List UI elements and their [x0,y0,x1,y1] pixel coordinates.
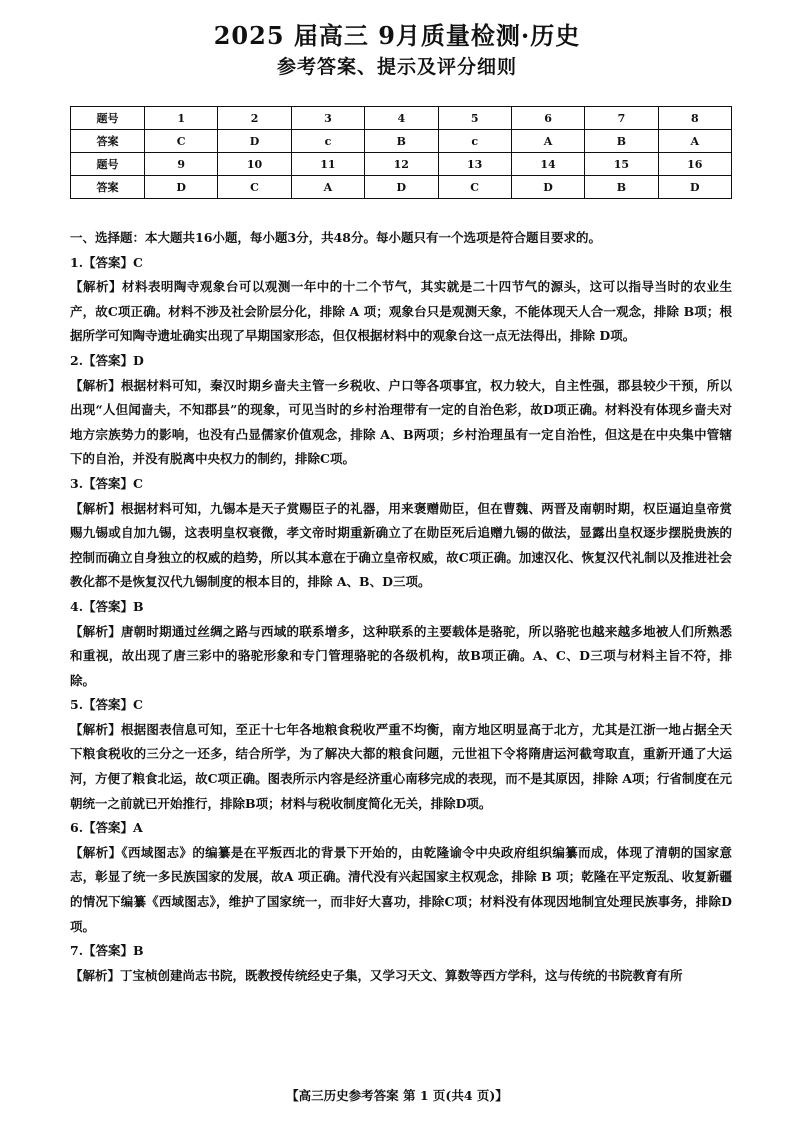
table-cell: B [585,130,658,153]
page-title: 2025 届高三 9月质量检测·历史 [213,21,581,50]
table-cell: B [585,176,658,199]
table-cell: 10 [218,153,291,176]
table-cell: 11 [291,153,364,176]
table-cell: B [365,130,438,153]
page-footer: 【高三历史参考答案 第 1 页(共4 页)】 [286,1088,508,1103]
explanation-paragraph: 【解析】《西域图志》的编纂是在平叛西北的背景下开始的，由乾隆谕令中央政府组织编纂而成，体现了清朝的国家意志，彰显了统一多民族国家的发展，故A 项正确。清代没有兴起国家主权观念，排除 B 项；乾隆在平定叛乱、收复新疆的情况下编纂《西域图志》，维护了国家统一，而非好大喜功，排除C项；材料没有体现因地制宜处理民族事务，排除D项。 [70,844,732,934]
table-cell: 2 [218,107,291,130]
answer-table-row [71,107,732,130]
row-label: 题号 [71,153,145,176]
explanation-paragraph: 【解析】丁宝桢创建尚志书院，既教授传统经史子集，又学习天文、算数等西方学科，这与传统的书院教育有所 [70,967,683,983]
table-cell: D [365,176,438,199]
table-cell: 3 [291,107,364,130]
row-label: 答案 [71,130,145,153]
answer-line: 4.【答案】B [70,598,144,614]
table-cell: C [218,176,291,199]
answer-line: 5.【答案】C [70,697,143,713]
row-label: 答案 [71,176,145,199]
table-cell: C [438,176,511,199]
answer-table-body [71,107,732,199]
table-cell: 13 [438,153,511,176]
table-cell: 7 [585,107,658,130]
answer-line: 1.【答案】C [70,254,143,270]
table-cell: 1 [145,107,218,130]
table-cell: 4 [365,107,438,130]
explanation-paragraph: 【解析】根据材料可知，九锡本是天子赏赐臣子的礼器，用来褒赠勋臣，但在曹魏、两晋及南朝时期，权臣逼迫皇帝赏赐九锡或自加九锡，这表明皇权衰微，孝文帝时期重新确立了在勋臣死后追赠九锡的做法，显露出皇权逐步摆脱贵族的控制而确立自身独立的权威的趋势，所以其本意在于确立皇帝权威，故C项正确。加速汉化、恢复汉代礼制以及推进社会教化都不是恢复汉代九锡制度的根本目的，排除 A、B、D三项。 [70,500,732,590]
table-cell: D [511,176,584,199]
table-cell: 15 [585,153,658,176]
table-cell: D [145,176,218,199]
answer-line: 7.【答案】B [70,943,144,959]
answer-line: 2.【答案】D [70,352,144,368]
table-cell: 9 [145,153,218,176]
table-cell: 8 [658,107,731,130]
answer-table-row [71,153,732,176]
table-cell: 16 [658,153,731,176]
table-cell: c [291,130,364,153]
explanation-paragraph: 【解析】根据图表信息可知，至正十七年各地粮食税收严重不均衡，南方地区明显高于北方，尤其是江浙一地占据全天下粮食税收的三分之一还多，结合所学，为了解决大都的粮食问题，元世祖下令将隋唐运河截弯取直，重新开通了大运河，方便了粮食北运，故C项正确。图表所示内容是经济重心南移完成的表现，而不是其原因，排除 A项；行省制度在元朝统一之前就已开始推行，排除B项；材料与税收制度简化无关，排除D项。 [70,721,732,811]
table-cell: D [658,176,731,199]
table-cell: 5 [438,107,511,130]
explanation-paragraph: 【解析】唐朝时期通过丝绸之路与西域的联系增多，这种联系的主要载体是骆驼，所以骆驼也越来越多地被人们所熟悉和重视，故出现了唐三彩中的骆驼形象和专门管理骆驼的各级机构，故B项正确。A、C、D三项与材料主旨不符，排除。 [70,623,732,688]
table-cell: 14 [511,153,584,176]
table-cell: A [511,130,584,153]
table-cell: A [291,176,364,199]
explanation-paragraph: 【解析】根据材料可知，秦汉时期乡啬夫主管一乡税收、户口等各项事宜，权力较大，自主性强，郡县较少干预，所以出现“人但闻啬夫，不知郡县”的现象，可见当时的乡村治理带有一定的自治色彩，故D项正确。材料没有体现乡啬夫对地方宗族势力的影响，也没有凸显儒家价值观念，排除 A、B两项；乡村治理虽有一定自治性，但这是在中央集中管辖下的自治，并没有脱离中央权力的制约，排除C项。 [70,377,732,467]
answer-table-row [71,130,732,153]
table-cell: A [658,130,731,153]
table-cell: 6 [511,107,584,130]
answer-line: 3.【答案】C [70,475,143,491]
table-cell: D [218,130,291,153]
explanation-paragraph: 【解析】材料表明陶寺观象台可以观测一年中的十二个节气，其实就是二十四节气的源头，这可以指导当时的农业生产，故C项正确。材料不涉及社会阶层分化，排除 A 项；观象台只是观测天象，不能体现天人合一观念，排除 B项；根据所学可知陶寺遗址确实出现了早期国家形态，但仅根据材料中的观象台这一点无法得出，排除 D项。 [70,279,732,344]
table-cell: 12 [365,153,438,176]
table-cell: c [438,130,511,153]
section-intro: 一、选择题：本大题共16小题，每小题3分，共48分。每小题只有一个选项是符合题目要求的。 [70,230,601,245]
page-subtitle: 参考答案、提示及评分细则 [276,56,517,78]
answer-line: 6.【答案】A [70,820,143,836]
answer-explanations [70,226,732,988]
row-label: 题号 [71,107,145,130]
answer-table [70,106,732,199]
answer-table-row [71,176,732,199]
table-cell: C [145,130,218,153]
